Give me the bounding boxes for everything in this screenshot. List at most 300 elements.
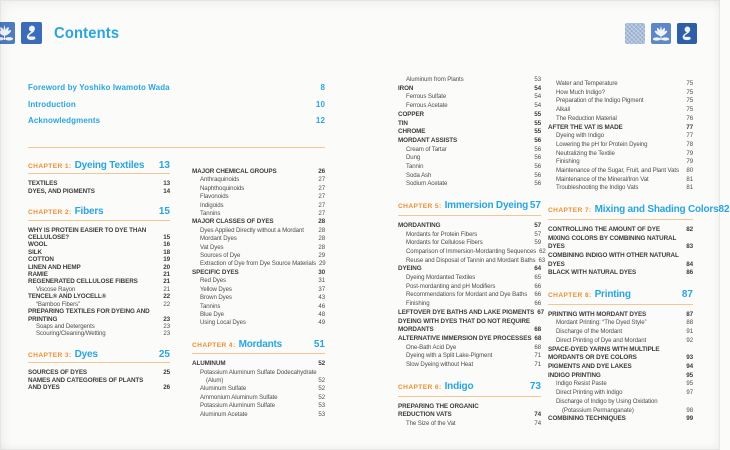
- toc-entry-text: TIN: [398, 119, 408, 127]
- toc-page-number: 66: [534, 291, 541, 299]
- toc-page-number: 79: [686, 158, 693, 166]
- toc-entry: [28, 271, 170, 278]
- toc-page-number: 98: [686, 406, 693, 414]
- toc-entry-text: AND DYES: [28, 383, 60, 391]
- toc-entry-text: Lowering the pH for Protein Dyeing: [556, 140, 648, 148]
- toc-subentry: [192, 377, 325, 385]
- toc-page-number: 66: [534, 300, 541, 308]
- toc-page-number: 26: [163, 383, 170, 391]
- toc-page-number: 21: [163, 278, 170, 286]
- toc-entry: [28, 377, 170, 384]
- toc-entry: [28, 234, 170, 241]
- toc-entry-text: Blue Dye: [200, 310, 224, 318]
- toc-subentry: [548, 167, 693, 176]
- toc-page-number: 71: [534, 361, 541, 369]
- toc-entry-text: TENCEL® AND LYOCELL®: [28, 293, 107, 301]
- toc-entry-text: Aluminum from Plants: [406, 76, 464, 83]
- toc-subentry: [548, 132, 693, 141]
- toc-page-number: 79: [686, 149, 693, 157]
- chapter-heading: [398, 202, 541, 216]
- toc-entry: [192, 218, 325, 226]
- chapter-page-number: 25: [158, 348, 170, 360]
- toc-subentry: [192, 303, 325, 311]
- toc-entry-text: (Potassium Permanganate): [562, 406, 634, 414]
- toc-entry-text: Mordants for Protein Fibers: [406, 230, 478, 238]
- toc-entry-text: MORDANTING: [398, 221, 441, 229]
- front-matter-row: [28, 116, 325, 133]
- toc-subentry: [398, 274, 541, 283]
- bird-stamp-icon: [677, 23, 697, 44]
- toc-entry-text: Preparation of the Indigo Pigment: [556, 97, 644, 105]
- toc-entry-text: Tannins: [200, 302, 221, 310]
- toc-column-1: [28, 162, 170, 391]
- toc-subentry: [398, 247, 546, 257]
- toc-entry-text: WHY IS PROTEIN EASIER TO DYE THAN: [28, 226, 147, 234]
- toc-page-number: 49: [318, 319, 325, 327]
- toc-entry: [548, 252, 693, 261]
- toc-page-number: 75: [686, 88, 693, 96]
- chapter-heading: [398, 380, 541, 397]
- toc-subentry: [192, 252, 325, 260]
- toc-page-number: 28: [318, 243, 325, 251]
- toc-entry-text: Reuse and Disposal of Tannin and Mordant Baths: [406, 256, 536, 264]
- toc-subentry: [548, 407, 693, 416]
- chapter-label: CHAPTER 1:: [28, 163, 72, 170]
- toc-page-number: 62: [539, 247, 546, 255]
- bird-stamp-icon: [21, 22, 42, 44]
- chapter-heading: [192, 338, 325, 354]
- toc-subentry: [192, 311, 325, 319]
- toc-subentry: [398, 291, 541, 300]
- toc-page-number: 27: [318, 201, 325, 209]
- front-matter-divider: [28, 147, 325, 148]
- toc-entry-text: Water and Temperature: [556, 80, 618, 87]
- toc-entry: [548, 311, 693, 320]
- toc-page-number: 57: [534, 230, 541, 238]
- chapter-title: Indigo: [444, 380, 474, 392]
- toc-entry-text: SPECIFIC DYES: [192, 268, 239, 276]
- toc-page-number: 66: [534, 282, 541, 290]
- toc-subentry: [398, 283, 541, 292]
- toc-subentry: [398, 344, 541, 353]
- toc-entry-text: RAMIE: [28, 271, 48, 279]
- toc-entry-text: Indigoids: [200, 201, 224, 209]
- front-matter-row: [28, 100, 325, 117]
- toc-entry: [28, 249, 170, 256]
- toc-entry-text: Mordant Dyes: [200, 235, 237, 243]
- toc-entry-text: Indigo Resist Paste: [556, 380, 607, 388]
- toc-entry-text: Sodium Acetate: [406, 180, 448, 188]
- toc-page-number: 52: [318, 376, 325, 384]
- toc-entry-text: Aluminum Sulfate: [200, 385, 247, 393]
- toc-page-number: 46: [318, 302, 325, 310]
- toc-page-number: 29: [318, 260, 326, 268]
- toc-subentry: [28, 323, 170, 330]
- toc-column-4: [548, 80, 730, 424]
- toc-entry-text: Tannin: [406, 163, 424, 171]
- toc-entry: [28, 241, 170, 248]
- toc-entry-text: Dyeing with Indigo: [556, 132, 604, 140]
- toc-entry-text: COMBINING INDIGO WITH OTHER NATURAL: [548, 251, 679, 259]
- front-matter-label: Foreword by Yoshiko Iwamoto Wada: [28, 83, 170, 92]
- toc-subentry: [192, 227, 325, 235]
- toc-entry-text: Soda Ash: [406, 171, 432, 179]
- toc-subentry: [398, 420, 541, 429]
- toc-entry-text: Dyes Applied Directly without a Mordant: [200, 226, 304, 234]
- toc-page-number: 56: [534, 136, 541, 144]
- toc-entry: [192, 269, 325, 277]
- toc-entry-text: Alkali: [556, 106, 570, 114]
- textured-square-icon: [625, 23, 645, 44]
- toc-subentry: [398, 256, 546, 266]
- toc-entry: [28, 227, 170, 234]
- toc-entry-text: NAMES AND CATEGORIES OF PLANTS: [28, 376, 144, 384]
- toc-entry: [398, 137, 541, 146]
- chapter-page-number: 51: [313, 338, 325, 350]
- toc-entry-text: Sources of Dye: [200, 252, 241, 260]
- toc-entry-text: “Bamboo Fibers”: [36, 300, 80, 308]
- toc-entry-text: COTTON: [28, 256, 54, 264]
- toc-page-number: 64: [534, 265, 541, 273]
- toc-subentry: [398, 172, 541, 181]
- toc-page-number: 28: [318, 218, 325, 226]
- toc-entry-text: COMBINING TECHNIQUES: [548, 415, 626, 423]
- toc-subentry: [398, 239, 541, 248]
- toc-page-number: 83: [686, 243, 693, 251]
- toc-entry-text: BLACK WITH NATURAL DYES: [548, 269, 637, 277]
- toc-page-number: 75: [686, 97, 693, 105]
- toc-entry-text: Flavonoids: [200, 193, 229, 201]
- page-title: Contents: [54, 25, 120, 42]
- chapter-heading: [28, 348, 170, 363]
- toc-entry-text: CHROME: [398, 128, 426, 136]
- toc-page-number: 71: [534, 352, 541, 360]
- toc-entry: [398, 128, 541, 137]
- toc-entry: [398, 222, 541, 231]
- toc-entry-text: One-Bath Acid Dye: [406, 343, 457, 351]
- toc-page-number: 76: [686, 114, 693, 122]
- toc-entry-text: DYES: [548, 243, 565, 251]
- toc-page-number: 95: [686, 380, 693, 388]
- toc-entry-text: ALTERNATIVE IMMERSION DYE PROCESSES: [398, 334, 532, 342]
- toc-entry: [28, 369, 170, 376]
- toc-subentry: [192, 260, 325, 268]
- toc-page-number: 87: [686, 310, 693, 318]
- toc-page-number: 28: [318, 226, 325, 234]
- toc-page-number: 55: [534, 128, 541, 136]
- toc-entry-text: Finishing: [556, 158, 580, 166]
- toc-entry-text: DYES: [548, 260, 565, 268]
- chapter-heading: [548, 204, 730, 220]
- toc-entry-text: Ferrous Acetate: [406, 102, 448, 110]
- toc-page-number: 37: [318, 285, 325, 293]
- toc-entry: [548, 226, 693, 235]
- toc-page-number: 21: [163, 271, 170, 279]
- toc-entry-text: SILK: [28, 248, 42, 256]
- toc-entry: [28, 293, 170, 300]
- toc-entry-text: MORDANTS: [398, 326, 434, 334]
- toc-subentry: [398, 352, 541, 361]
- front-matter-row: [28, 83, 325, 100]
- chapter-title: Dyeing Textiles: [74, 160, 145, 171]
- toc-entry-text: REGENERATED CELLULOSE FIBERS: [28, 278, 138, 286]
- toc-entry-text: Viscose Rayon: [36, 285, 76, 293]
- toc-page-number: 59: [534, 239, 541, 247]
- toc-entry-text: Yellow Dyes: [200, 285, 232, 293]
- toc-entry-text: Recommendations for Mordant and Dye Baths: [406, 291, 528, 299]
- toc-subentry: [548, 89, 693, 98]
- toc-entry-text: Ammonium Aluminum Sulfate: [200, 393, 278, 401]
- toc-entry-text: Mordants for Cellulose Fibers: [406, 239, 483, 247]
- toc-entry-text: Ferrous Sulfate: [406, 93, 447, 101]
- lotus-stamp-icon: [651, 23, 671, 44]
- toc-page-number: 23: [163, 322, 170, 330]
- toc-entry-text: Soaps and Detergents: [36, 322, 95, 330]
- toc-entry-text: Direct Printing with Indigo: [556, 389, 623, 397]
- chapter-page-number: 87: [681, 289, 693, 301]
- toc-page-number: 82: [686, 225, 693, 233]
- toc-subentry: [548, 389, 693, 398]
- toc-subentry: [192, 185, 325, 193]
- toc-page-number: 15: [163, 234, 170, 242]
- toc-page-number: 19: [163, 256, 170, 264]
- toc-entry-text: The Size of the Vat: [406, 419, 456, 427]
- toc-entry-text: Aluminum Acetate: [200, 410, 248, 418]
- toc-page-number: 57: [534, 221, 541, 229]
- toc-page-number: 99: [686, 415, 693, 423]
- toc-entry-text: Potassium Aluminum Sulfate Dodecahydrate: [200, 368, 317, 376]
- toc-page-number: 91: [686, 328, 693, 336]
- toc-page-number: 31: [318, 277, 325, 285]
- chapter-title: Dyes: [74, 348, 98, 360]
- toc-subentry: [192, 411, 325, 419]
- toc-subentry: [192, 193, 325, 201]
- toc-page-number: 93: [686, 354, 693, 362]
- toc-entry-text: Potassium Aluminum Sulfate: [200, 402, 275, 410]
- toc-page-number: 56: [534, 171, 541, 179]
- front-matter: [28, 83, 325, 133]
- toc-page-number: 65: [534, 274, 541, 282]
- chapter-label: CHAPTER 4:: [192, 341, 236, 349]
- toc-page-number: 77: [686, 132, 693, 140]
- toc-page-number: 54: [534, 102, 541, 110]
- toc-entry: [192, 360, 325, 368]
- toc-subentry: [548, 80, 693, 89]
- toc-subentry: [192, 202, 325, 210]
- toc-entry: [548, 235, 693, 244]
- toc-page-number: 28: [318, 235, 325, 243]
- toc-entry-text: INDIGO PRINTING: [548, 371, 601, 379]
- toc-page-number: 53: [318, 402, 325, 410]
- toc-subentry: [192, 277, 325, 285]
- toc-page-number: 55: [534, 110, 541, 118]
- toc-entry: [398, 403, 541, 412]
- toc-subentry: [192, 176, 325, 184]
- chapter-heading: [548, 291, 693, 305]
- toc-page-number: 78: [686, 140, 693, 148]
- toc-subentry: [548, 158, 693, 167]
- toc-column-3: [398, 76, 546, 429]
- toc-subentry: [548, 184, 693, 193]
- toc-page-number: 52: [318, 385, 325, 393]
- toc-page-number: 22: [163, 300, 170, 308]
- toc-subentry: [192, 385, 325, 393]
- toc-entry-text: Discharge of the Mordant: [556, 328, 623, 336]
- toc-entry-text: Dyeing Mordanted Textiles: [406, 274, 476, 282]
- toc-page-number: 86: [686, 269, 693, 277]
- chapter-title: Immersion Dyeing: [444, 200, 529, 212]
- toc-page-number: 18: [163, 248, 170, 256]
- toc-page-number: 56: [534, 180, 541, 188]
- toc-subentry: [548, 328, 693, 337]
- front-matter-label: Introduction: [28, 99, 76, 109]
- toc-subentry: [548, 380, 693, 389]
- toc-page-number: 54: [534, 93, 541, 101]
- toc-entry-text: COPPER: [398, 110, 424, 118]
- toc-page-number: 53: [534, 76, 541, 83]
- toc-entry-text: Finishing: [406, 300, 430, 308]
- front-matter-page-number: 8: [320, 83, 325, 92]
- toc-page-number: 56: [534, 145, 541, 153]
- toc-entry: [398, 308, 545, 318]
- toc-subentry: [548, 319, 693, 328]
- toc-subentry: [398, 154, 541, 163]
- toc-subentry: [28, 301, 170, 308]
- toc-subentry: [548, 141, 693, 150]
- toc-entry: [28, 180, 170, 187]
- toc-subentry: [192, 210, 325, 218]
- toc-page-number: 68: [534, 334, 542, 342]
- toc-entry: [398, 411, 541, 420]
- toc-entry: [548, 124, 693, 133]
- toc-page-number: 20: [163, 263, 170, 271]
- toc-subentry: [398, 300, 541, 309]
- toc-entry-text: Maintenance of the Sugar, Fruit, and Plant Vats: [556, 167, 679, 175]
- toc-entry-text: LINEN AND HEMP: [28, 263, 81, 271]
- toc-entry: [548, 261, 693, 270]
- toc-page-number: 52: [318, 360, 325, 368]
- toc-page-number: 25: [163, 369, 170, 377]
- toc-entry-text: MORDANTS OR DYE COLORS: [548, 354, 637, 362]
- toc-entry: [398, 111, 541, 120]
- toc-subentry: [548, 176, 693, 185]
- toc-entry-text: ALUMINUM: [192, 360, 226, 368]
- toc-entry-text: PREPARING TEXTILES FOR DYEING AND: [28, 308, 150, 316]
- toc-entry-text: AFTER THE VAT IS MADE: [548, 123, 623, 131]
- chapter-label: CHAPTER 8:: [548, 292, 592, 300]
- toc-subentry: [548, 398, 693, 407]
- toc-entry-text: Dyeing with a Split Lake-Pigment: [406, 352, 493, 360]
- toc-entry-text: Using Local Dyes: [200, 319, 246, 327]
- toc-entry-text: CONTROLLING THE AMOUNT OF DYE: [548, 225, 660, 233]
- chapter-page-number: 13: [158, 160, 170, 171]
- toc-page-number: 81: [686, 184, 693, 192]
- toc-page-number: 63: [538, 256, 546, 264]
- toc-page-number: 80: [686, 167, 693, 175]
- toc-page-number: 43: [318, 294, 325, 302]
- toc-page-number: 26: [318, 168, 325, 175]
- chapter-label: CHAPTER 2:: [28, 209, 72, 217]
- toc-subentry: [548, 150, 693, 159]
- toc-subentry: [192, 244, 325, 252]
- toc-subentry: [28, 330, 170, 337]
- toc-entry-text: Neutralizing the Textile: [556, 149, 615, 157]
- toc-entry-text: (Alum): [206, 376, 224, 384]
- toc-page-number: 74: [534, 411, 541, 419]
- toc-subentry: [548, 337, 693, 346]
- toc-page-number: 52: [318, 393, 325, 401]
- toc-entry-text: Cream of Tartar: [406, 145, 447, 153]
- toc-page-number: 53: [318, 410, 325, 418]
- chapter-label: CHAPTER 5:: [398, 203, 442, 211]
- toc-page-number: 94: [686, 362, 693, 370]
- toc-page-number: 55: [534, 119, 541, 127]
- toc-subentry: [398, 361, 541, 370]
- toc-entry-text: Red Dyes: [200, 277, 226, 285]
- toc-page-number: 81: [686, 175, 693, 183]
- toc-entry-text: LEFTOVER DYE BATHS AND LAKE PIGMENTS: [398, 308, 535, 316]
- chapter-title: Mordants: [238, 338, 282, 350]
- toc-subentry: [192, 394, 325, 402]
- toc-entry: [28, 278, 170, 285]
- toc-entry-text: Comparison of Immersion-Mordanting Sequences: [406, 247, 537, 255]
- toc-entry: [28, 316, 170, 323]
- chapter-page-number: 15: [158, 206, 170, 218]
- toc-entry-text: MAJOR CLASSES OF DYES: [192, 218, 274, 226]
- toc-page-number: 16: [163, 241, 170, 249]
- toc-entry-text: Anthraquinoids: [200, 176, 240, 184]
- toc-entry-text: REDUCTION VATS: [398, 411, 452, 419]
- chapter-label: CHAPTER 6:: [398, 383, 442, 391]
- chapter-heading: [28, 208, 170, 220]
- toc-page-number: 30: [318, 268, 325, 276]
- toc-page-number: 75: [686, 106, 693, 114]
- toc-entry-text: Maintenance of the Mineral/Iron Vat: [556, 175, 649, 183]
- toc-entry: [28, 264, 170, 271]
- toc-entry: [398, 120, 541, 129]
- toc-entry-text: DYEING WITH DYES THAT DO NOT REQUIRE: [398, 317, 531, 325]
- toc-entry: [548, 243, 693, 252]
- chapter-label: CHAPTER 3:: [28, 351, 72, 359]
- toc-page-number: 13: [163, 180, 170, 188]
- toc-entry-text: PRINTING WITH MORDANT DYES: [548, 310, 647, 318]
- toc-subentry: [192, 286, 325, 294]
- toc-page-number: 92: [686, 336, 693, 344]
- toc-page-number: 67: [537, 308, 545, 316]
- toc-entry: [28, 308, 170, 315]
- toc-entry-text: PRINTING: [28, 315, 58, 323]
- toc-entry-text: Post-mordanting and pH Modifiers: [406, 282, 496, 290]
- toc-entry-text: MORDANT ASSISTS: [398, 136, 458, 144]
- toc-entry: [398, 265, 541, 274]
- toc-subentry: [192, 319, 325, 327]
- toc-subentry: [398, 180, 541, 189]
- toc-entry: [398, 318, 541, 327]
- toc-entry-text: PIGMENTS AND DYE LAKES: [548, 362, 632, 370]
- toc-subentry: [192, 235, 325, 243]
- front-matter-page-number: 12: [315, 116, 325, 125]
- toc-entry: [548, 372, 693, 381]
- toc-entry-text: Tannins: [200, 210, 221, 218]
- toc-entry-text: Slow Dyeing without Heat: [406, 361, 474, 369]
- toc-entry: [548, 346, 693, 355]
- toc-entry: [398, 85, 541, 94]
- chapter-title: Mixing and Shading Colors: [594, 204, 719, 216]
- toc-entry: [28, 188, 170, 195]
- toc-page-number: 97: [686, 389, 693, 397]
- toc-entry-text: DYES, AND PIGMENTS: [28, 187, 95, 195]
- toc-subentry: [192, 402, 325, 410]
